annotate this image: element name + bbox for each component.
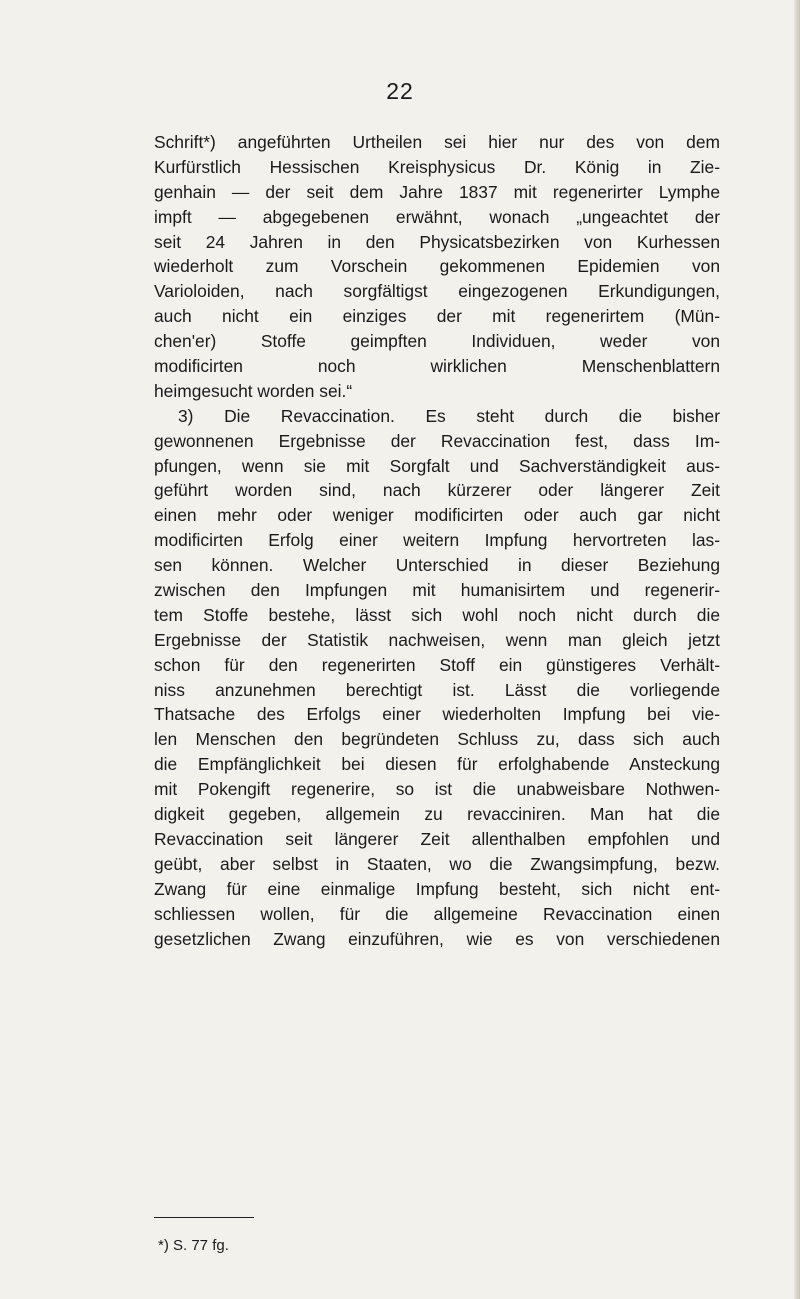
text-line: die Empfänglichkeit bei diesen für erfolghabende Ansteckung [154, 754, 720, 775]
text-line: Thatsache des Erfolgs einer wiederholten Impfung bei vie- [154, 704, 720, 725]
text-line: wiederholt zum Vorschein gekommenen Epidemien von [154, 256, 720, 277]
text-line: auch nicht ein einziges der mit regenerirtem (Mün- [154, 306, 720, 327]
text-line: sen können. Welcher Unterschied in dieser Beziehung [154, 555, 720, 576]
text-line: geführt worden sind, nach kürzerer oder längerer Zeit [154, 480, 720, 501]
text-line: modificirten Erfolg einer weitern Impfung hervortreten las- [154, 530, 720, 551]
text-line: niss anzunehmen berechtigt ist. Lässt die vorliegende [154, 679, 720, 700]
text-line: genhain — der seit dem Jahre 1837 mit regenerirter Lymphe [154, 181, 720, 202]
text-line: gewonnenen Ergebnisse der Revaccination fest, dass Im- [154, 430, 720, 451]
text-line: modificirten noch wirklichen Menschenblattern [154, 356, 720, 377]
text-line: Varioloiden, nach sorgfältigst eingezogenen Erkundigungen, [154, 281, 720, 302]
text-line: len Menschen den begründeten Schluss zu, dass sich auch [154, 729, 720, 750]
body-text [154, 130, 720, 951]
text-line: Zwang für eine einmalige Impfung besteht, sich nicht ent- [154, 878, 720, 899]
text-line: Ergebnisse der Statistik nachweisen, wenn man gleich jetzt [154, 629, 720, 650]
page-number: 22 [386, 78, 414, 104]
footnote: *) S. 77 fg. [158, 1237, 229, 1254]
text-line: digkeit gegeben, allgemein zu revacciniren. Man hat die [154, 804, 720, 825]
section-heading-line: 3) Die Revaccination. Es steht durch die bisher [178, 405, 720, 426]
text-line: schliessen wollen, für die allgemeine Revaccination einen [154, 903, 720, 924]
text-line: Revaccination seit längerer Zeit allenthalben empfohlen und [154, 828, 720, 849]
text-line: chen'er) Stoffe geimpften Individuen, weder von [154, 331, 720, 352]
page-edge-shadow [794, 0, 800, 1299]
text-line: einen mehr oder weniger modificirten oder auch gar nicht [154, 505, 720, 526]
text-line: schon für den regenerirten Stoff ein günstigeres Verhält- [154, 654, 720, 675]
text-line: gesetzlichen Zwang einzuführen, wie es von verschiedenen [154, 928, 720, 949]
footnote-rule [154, 1217, 254, 1218]
text-line: pfungen, wenn sie mit Sorgfalt und Sachverständigkeit aus- [154, 455, 720, 476]
text-line: zwischen den Impfungen mit humanisirtem und regenerir- [154, 580, 720, 601]
text-line: impft — abgegebenen erwähnt, wonach „ungeachtet der [154, 206, 720, 227]
text-line: Kurfürstlich Hessischen Kreisphysicus Dr. König in Zie- [154, 156, 720, 177]
text-line: geübt, aber selbst in Staaten, wo die Zwangsimpfung, bezw. [154, 853, 720, 874]
text-line: tem Stoffe bestehe, lässt sich wohl noch nicht durch die [154, 604, 720, 625]
text-line: seit 24 Jahren in den Physicatsbezirken von Kurhessen [154, 231, 720, 252]
text-line: Schrift*) angeführten Urtheilen sei hier nur des von dem [154, 132, 720, 152]
text-line: mit Pokengift regenerire, so ist die unabweisbare Nothwen- [154, 779, 720, 800]
text-line: heimgesucht worden sei.“ [154, 380, 353, 401]
